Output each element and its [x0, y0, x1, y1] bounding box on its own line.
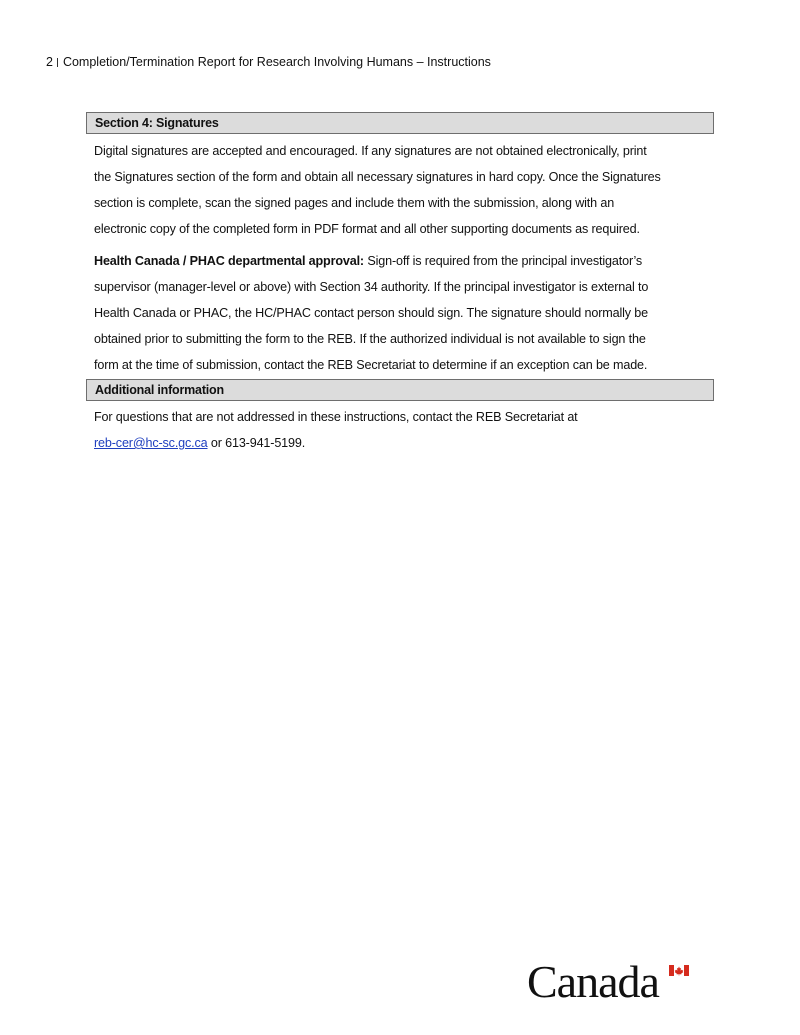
paragraph-line — [94, 430, 714, 456]
paragraph-line: obtained prior to submitting the form to the REB. If the authorized individual is not available to sign the — [94, 332, 646, 346]
paragraph-line: Health Canada or PHAC, the HC/PHAC contact person should sign. The signature should normally be — [94, 306, 648, 320]
additional-information-paragraph — [86, 404, 714, 456]
document-body — [86, 112, 714, 456]
header-separator — [57, 58, 58, 67]
paragraph-line: For questions that are not addressed in these instructions, contact the REB Secretariat at — [94, 410, 578, 424]
paragraph-line: electronic copy of the completed form in PDF format and all other supporting documents as required. — [94, 222, 640, 236]
signatures-paragraph — [86, 138, 714, 242]
phone-text: or 613-941-5199. — [207, 436, 306, 450]
running-header — [46, 55, 491, 69]
paragraph-line: the Signatures section of the form and obtain all necessary signatures in hard copy. Once the Signatures — [94, 170, 661, 184]
paragraph-text: Sign-off is required from the principal investigator’s — [363, 254, 643, 268]
reb-email-link[interactable]: reb-cer@hc-sc.gc.ca — [94, 436, 208, 450]
additional-information-heading: Additional information — [86, 379, 714, 401]
section-4-heading: Section 4: Signatures — [86, 112, 714, 134]
departmental-approval-paragraph — [86, 248, 714, 378]
canada-flag-icon — [669, 965, 689, 976]
paragraph-line: form at the time of submission, contact the REB Secretariat to determine if an exception can be made. — [94, 358, 648, 372]
canada-wordmark-text: Canada — [527, 956, 659, 1007]
paragraph-line: Digital signatures are accepted and encouraged. If any signatures are not obtained electronically, print — [94, 144, 647, 158]
canada-wordmark-logo — [527, 958, 692, 1006]
page-number: 2 — [46, 55, 53, 69]
document-title: Completion/Termination Report for Research Involving Humans – Instructions — [62, 55, 491, 69]
paragraph-line: section is complete, scan the signed pages and include them with the submission, along with an — [94, 196, 615, 210]
departmental-approval-label: Health Canada / PHAC departmental approval: — [94, 254, 364, 268]
paragraph-line: supervisor (manager-level or above) with Section 34 authority. If the principal investigator is external to — [94, 280, 649, 294]
paragraph-line — [94, 248, 714, 274]
